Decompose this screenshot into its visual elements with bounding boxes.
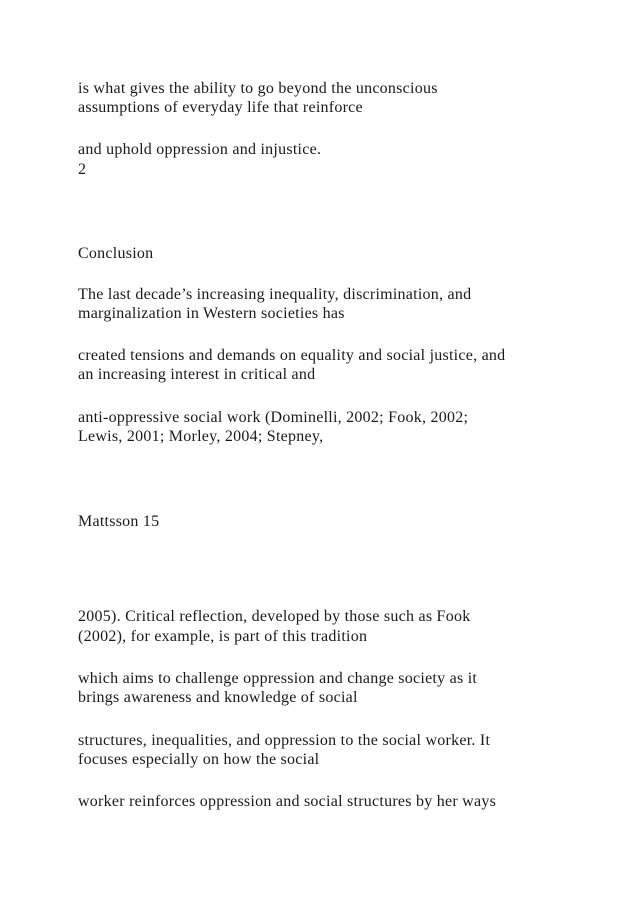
running-header: Mattsson 15 xyxy=(78,513,160,530)
text-line: and uphold oppression and injustice. xyxy=(78,141,322,158)
text-line: which aims to challenge oppression and change society as it xyxy=(78,670,478,687)
text-line: worker reinforces oppression and social structures by her ways xyxy=(78,793,497,810)
text-line: marginalization in Western societies has xyxy=(78,305,345,322)
text-line: an increasing interest in critical and xyxy=(78,366,316,383)
text-line: brings awareness and knowledge of social xyxy=(78,689,358,706)
text-line: created tensions and demands on equality and social justice, and xyxy=(78,347,506,364)
text-line: anti-oppressive social work (Dominelli, 2002; Fook, 2002; xyxy=(78,409,469,426)
section-heading: Conclusion xyxy=(78,245,154,262)
text-line: 2005). Critical reflection, developed by those such as Fook xyxy=(78,608,471,625)
footnote-number: 2 xyxy=(78,161,87,178)
text-line: assumptions of everyday life that reinforce xyxy=(78,99,363,116)
text-line: (2002), for example, is part of this tradition xyxy=(78,628,368,645)
text-line: focuses especially on how the social xyxy=(78,751,320,768)
text-line: The last decade’s increasing inequality, discrimination, and xyxy=(78,286,472,303)
text-line: structures, inequalities, and oppression to the social worker. It xyxy=(78,732,491,749)
text-line: Lewis, 2001; Morley, 2004; Stepney, xyxy=(78,428,324,445)
text-line: is what gives the ability to go beyond the unconscious xyxy=(78,80,438,97)
